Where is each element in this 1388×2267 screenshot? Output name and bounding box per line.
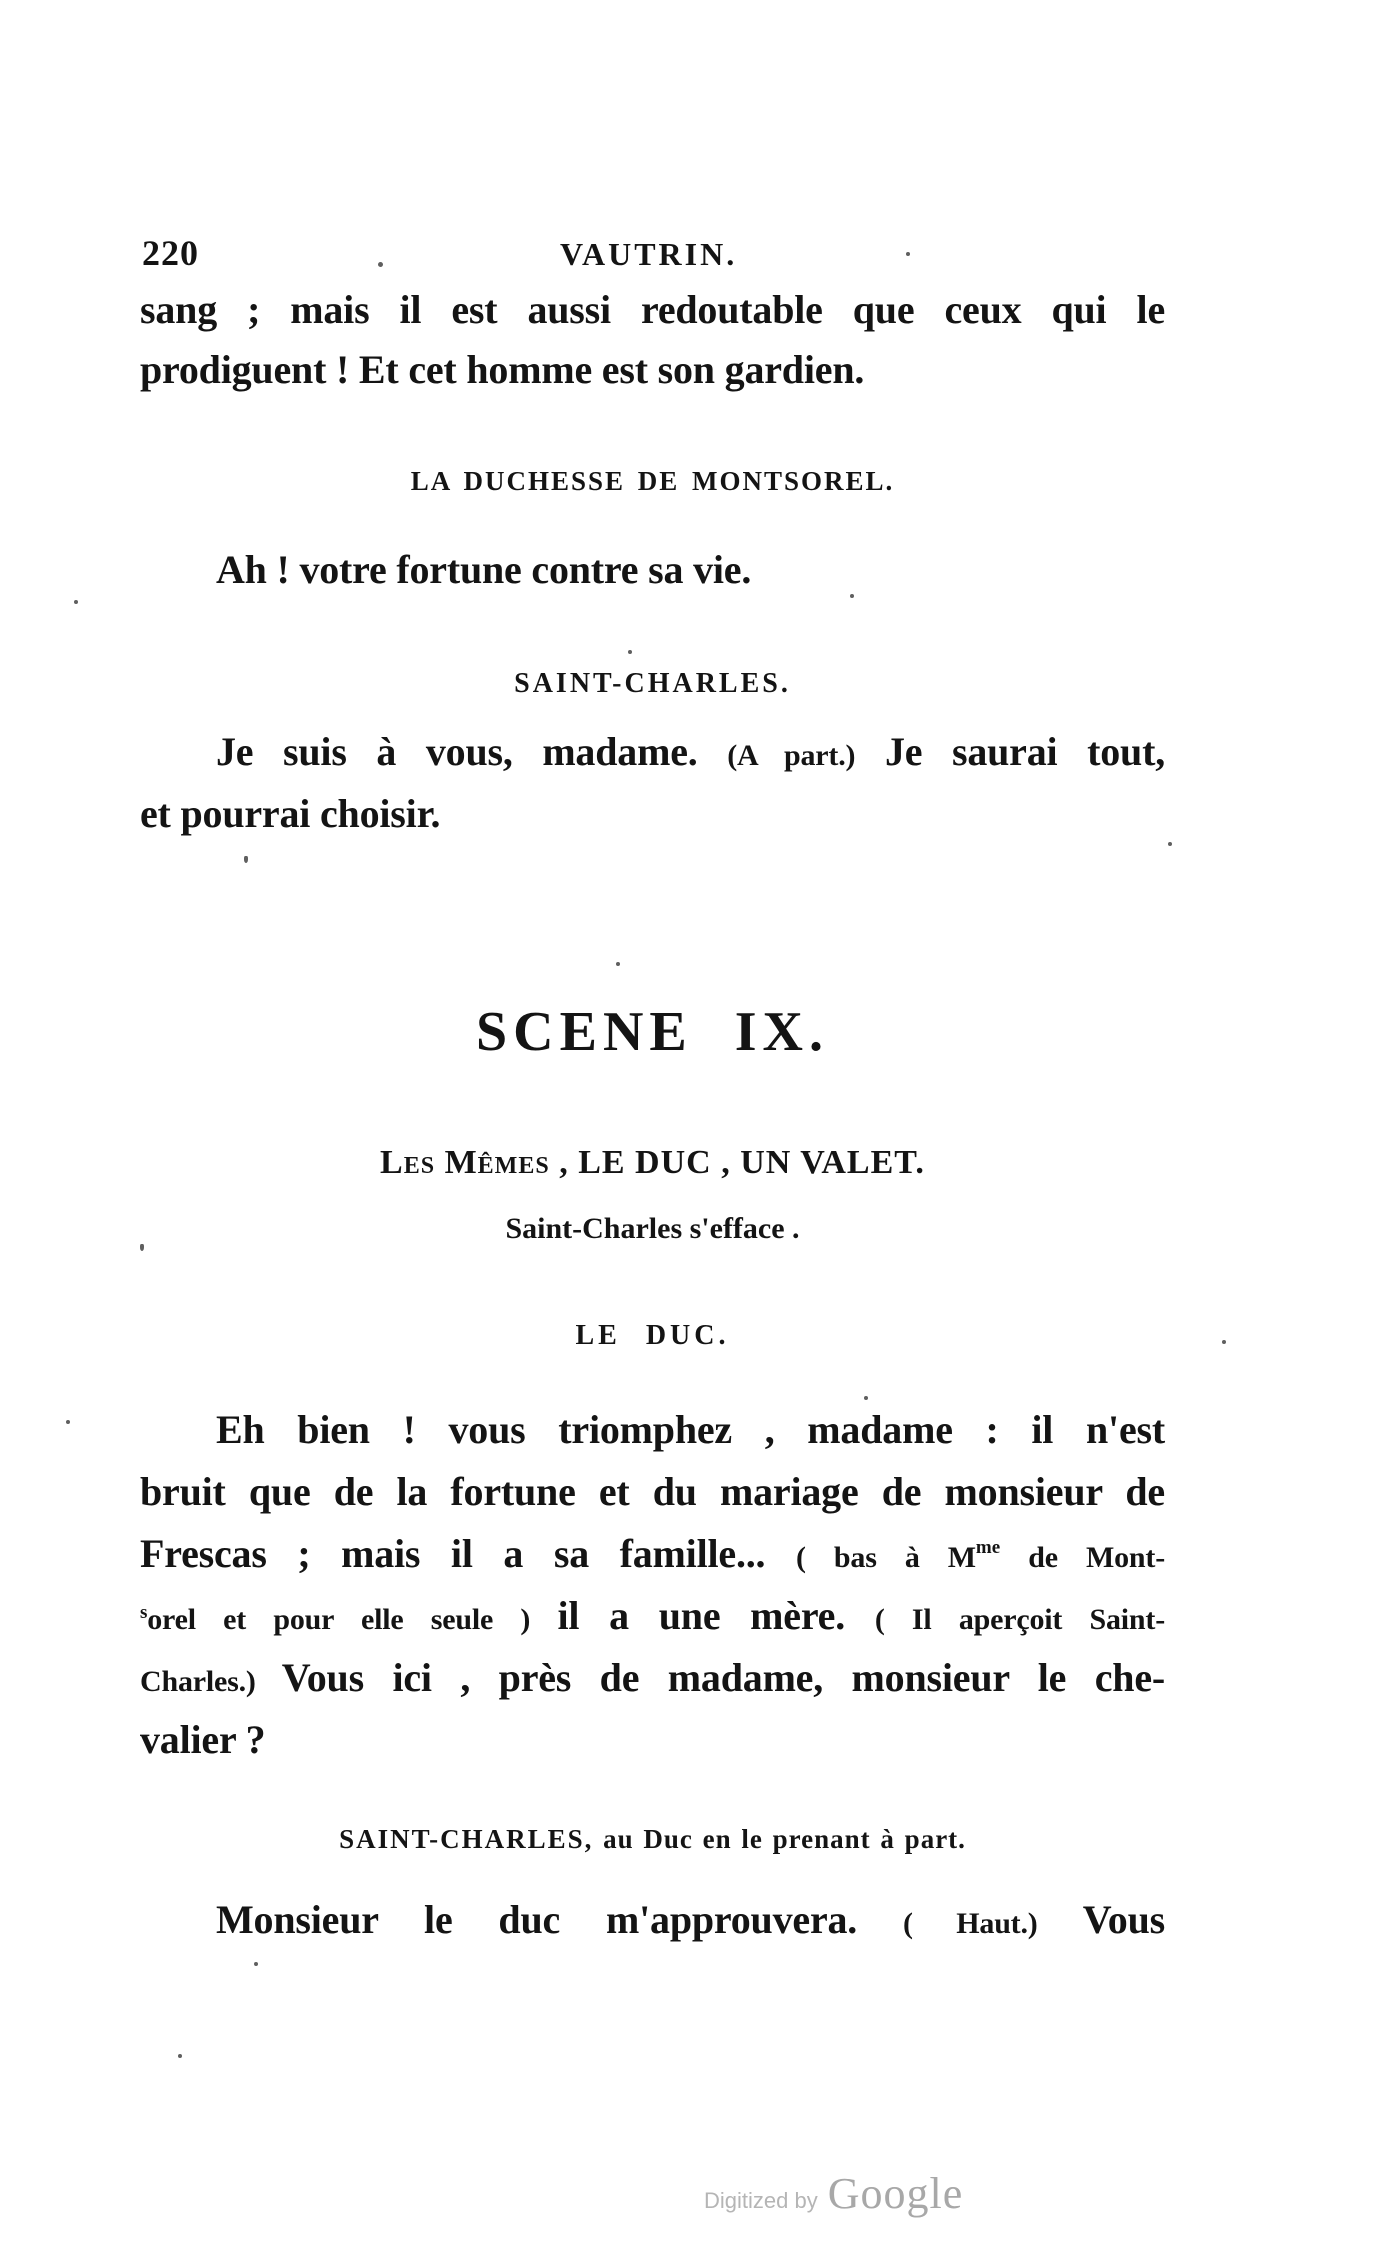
scan-speck <box>1168 842 1172 846</box>
scan-speck <box>74 600 78 604</box>
cast-rest: , LE DUC , UN VALET. <box>549 1144 925 1181</box>
paragraph-line: prodiguent ! Et cet homme est son gardien. <box>140 347 865 392</box>
stage-direction-inline: ( bas à M <box>796 1541 976 1574</box>
stage-direction-inline: de Mont- <box>1000 1541 1165 1574</box>
dialogue-line: Ah ! votre fortune contre sa vie. <box>216 547 752 592</box>
speaker-direction: au Duc en le prenant à part. <box>593 1824 966 1854</box>
dialogue-line <box>140 1594 1165 1639</box>
scan-speck <box>1222 1340 1226 1344</box>
dialogue-line <box>140 1532 1165 1577</box>
dialogue-line <box>140 1656 1165 1701</box>
superscript-s: s <box>140 1602 148 1623</box>
dialogue-line: et pourrai choisir. <box>140 791 441 836</box>
speaker-name: SAINT-CHARLES, <box>339 1824 594 1854</box>
scan-speck <box>254 1962 258 1966</box>
cast-les-memes: Les Mêmes <box>380 1144 550 1181</box>
dialogue-line <box>140 730 1165 775</box>
dialogue-line: bruit que de la fortune et du mariage de monsieur de <box>140 1469 1165 1514</box>
speaker-heading-saint-charles-2 <box>140 1824 1165 1855</box>
watermark-prefix: Digitized by <box>704 2188 818 2213</box>
dialogue-text: il a une mère. <box>557 1593 875 1638</box>
cast-list <box>140 1144 1165 1182</box>
stage-direction-inline: Charles.) <box>140 1665 282 1698</box>
google-logo: Google <box>827 2169 964 2218</box>
scan-speck <box>616 962 620 966</box>
digitized-watermark <box>704 2168 963 2219</box>
scan-speck <box>66 1420 70 1424</box>
stage-direction-inline: orel et pour elle seule ) <box>147 1603 558 1636</box>
scan-speck <box>906 252 910 256</box>
scan-speck <box>850 594 854 598</box>
stage-direction-inline: (A part.) <box>727 739 856 772</box>
scan-speck <box>140 1244 144 1251</box>
speaker-heading-duchesse: LA DUCHESSE DE MONTSOREL. <box>410 466 895 496</box>
scan-speck <box>244 856 248 863</box>
superscript-me: me <box>975 1537 1001 1558</box>
dialogue-text: Je suis à vous, madame. <box>216 729 728 774</box>
scene-heading: SCENE IX. <box>476 1001 829 1063</box>
stage-direction-inline: ( Haut.) <box>903 1907 1038 1940</box>
dialogue-text: Vous ici , près de madame, monsieur le che- <box>281 1655 1165 1700</box>
running-header: VAUTRIN. <box>560 236 738 272</box>
dialogue-text: Je saurai tout, <box>855 729 1165 774</box>
dialogue-text: Monsieur le duc m'approuvera. <box>216 1897 904 1942</box>
scan-speck <box>378 262 383 267</box>
dialogue-line <box>140 1898 1165 1943</box>
speaker-heading-le-duc: LE DUC. <box>575 1320 730 1351</box>
scan-speck <box>178 2054 182 2058</box>
scan-speck <box>628 650 632 654</box>
stage-direction: Saint-Charles s'efface . <box>505 1212 800 1245</box>
page-number: 220 <box>142 233 199 273</box>
dialogue-line: valier ? <box>140 1717 266 1762</box>
scan-speck <box>864 1396 868 1400</box>
dialogue-text: Frescas ; mais il a sa famille... <box>140 1531 796 1576</box>
stage-direction-inline: ( Il aperçoit Saint- <box>874 1603 1165 1636</box>
paragraph-line: sang ; mais il est aussi redoutable que ceux qui le <box>140 287 1165 332</box>
dialogue-text: Vous <box>1037 1897 1165 1942</box>
speaker-heading-saint-charles: SAINT-CHARLES. <box>514 668 791 699</box>
dialogue-line: Eh bien ! vous triomphez , madame : il n'est <box>216 1407 1165 1452</box>
